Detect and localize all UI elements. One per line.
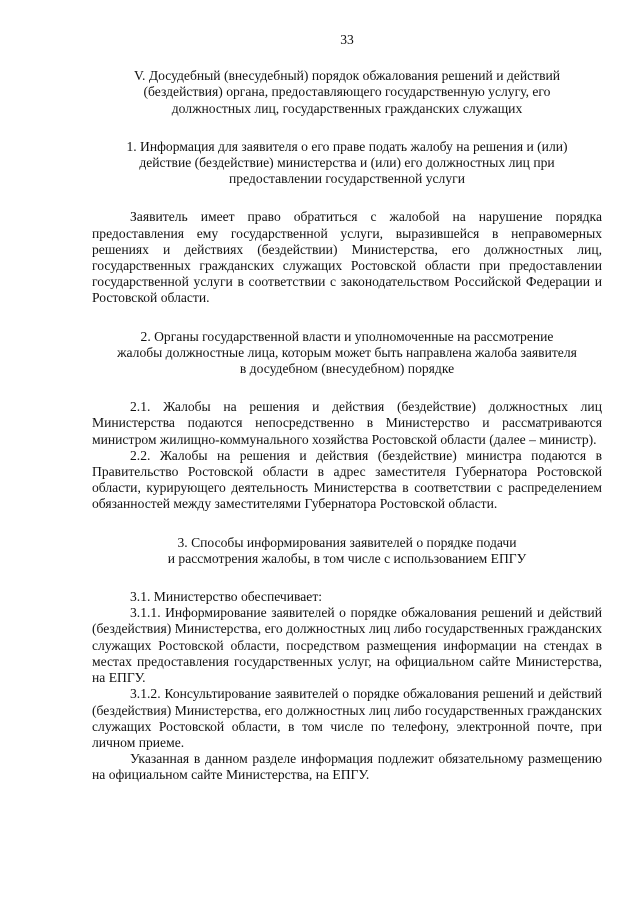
page-number: 33 xyxy=(340,32,354,47)
paragraph-closing: Указанная в данном разделе информация подлежит обязательному размещению на официальном сайте Министерства, на ЕПГУ. xyxy=(92,751,602,783)
subsection-1-paragraph: Заявитель имеет право обратиться с жалобой на нарушение порядка предоставления ему государственной услуги, выразившейся в неправомерных решениях и действиях (бездействии) Министерства, его должностных лиц, государственных гражданских служащих Ростовской области при предоставлении государственной услуги в соответствии с законодательством Российской Федерации и Ростовской области. xyxy=(92,209,602,306)
paragraph-2-2: 2.2. Жалобы на решения и действия (бездействие) министра подаются в Правительство Ростовской области в адрес заместителя Губернатора Ростовской области, курирующего деятельность Министерства в соответствии с распределением обязанностей между заместителями Губернатора Ростовской области. xyxy=(92,447,602,512)
subsection-heading-line: и рассмотрения жалобы, в том числе с использованием ЕПГУ xyxy=(167,550,527,566)
section-title-line: V. Досудебный (внесудебный) порядок обжалования решений и действий xyxy=(133,68,561,84)
paragraph-3-1-1: 3.1.1. Информирование заявителей о порядке обжалования решений и действий (бездействия) Министерства, его должностных лиц либо государственных гражданских служащих Ростовской области, посредством размещения информации на стендах в местах предоставления государственных услуг, на официальном сайте Министерства, на ЕПГУ. xyxy=(92,605,602,686)
paragraph-2-1: 2.1. Жалобы на решения и действия (бездействие) должностных лиц Министерства подаются непосредственно в Министерство и рассматриваются министром жилищно-коммунального хозяйства Ростовской области (далее – министр). xyxy=(92,399,602,447)
subsection-1-heading xyxy=(92,139,602,188)
subsection-heading-line: жалобы должностные лица, которым может быть направлена жалоба заявителя xyxy=(117,344,577,360)
subsection-heading-line: 2. Органы государственной власти и уполномоченные на рассмотрение xyxy=(140,328,554,344)
section-title xyxy=(92,68,602,117)
subsection-heading-line: предоставлении государственной услуги xyxy=(229,171,465,187)
subsection-heading-line: 3. Способы информирования заявителей о порядке подачи xyxy=(177,534,517,550)
section-title-line: (бездействия) органа, предоставляющего государственную услугу, его xyxy=(143,84,551,100)
section-title-line: должностных лиц, государственных гражданских служащих xyxy=(171,100,523,116)
subsection-2-heading xyxy=(92,329,602,378)
subsection-3-heading xyxy=(92,535,602,567)
subsection-heading-line: в досудебном (внесудебном) порядке xyxy=(239,361,455,377)
paragraph-3-1: 3.1. Министерство обеспечивает: xyxy=(130,589,323,605)
subsection-heading-line: 1. Информация для заявителя о его праве подать жалобу на решения и (или) xyxy=(126,138,568,154)
paragraph-3-1-2: 3.1.2. Консультирование заявителей о порядке обжалования решений и действий (бездействия) Министерства, его должностных лиц либо государственных гражданских служащих Ростовской области, в том числе по телефону, электронной почте, при личном приеме. xyxy=(92,686,602,750)
subsection-heading-line: действие (бездействие) министерства и (или) его должностных лиц при xyxy=(139,155,555,171)
